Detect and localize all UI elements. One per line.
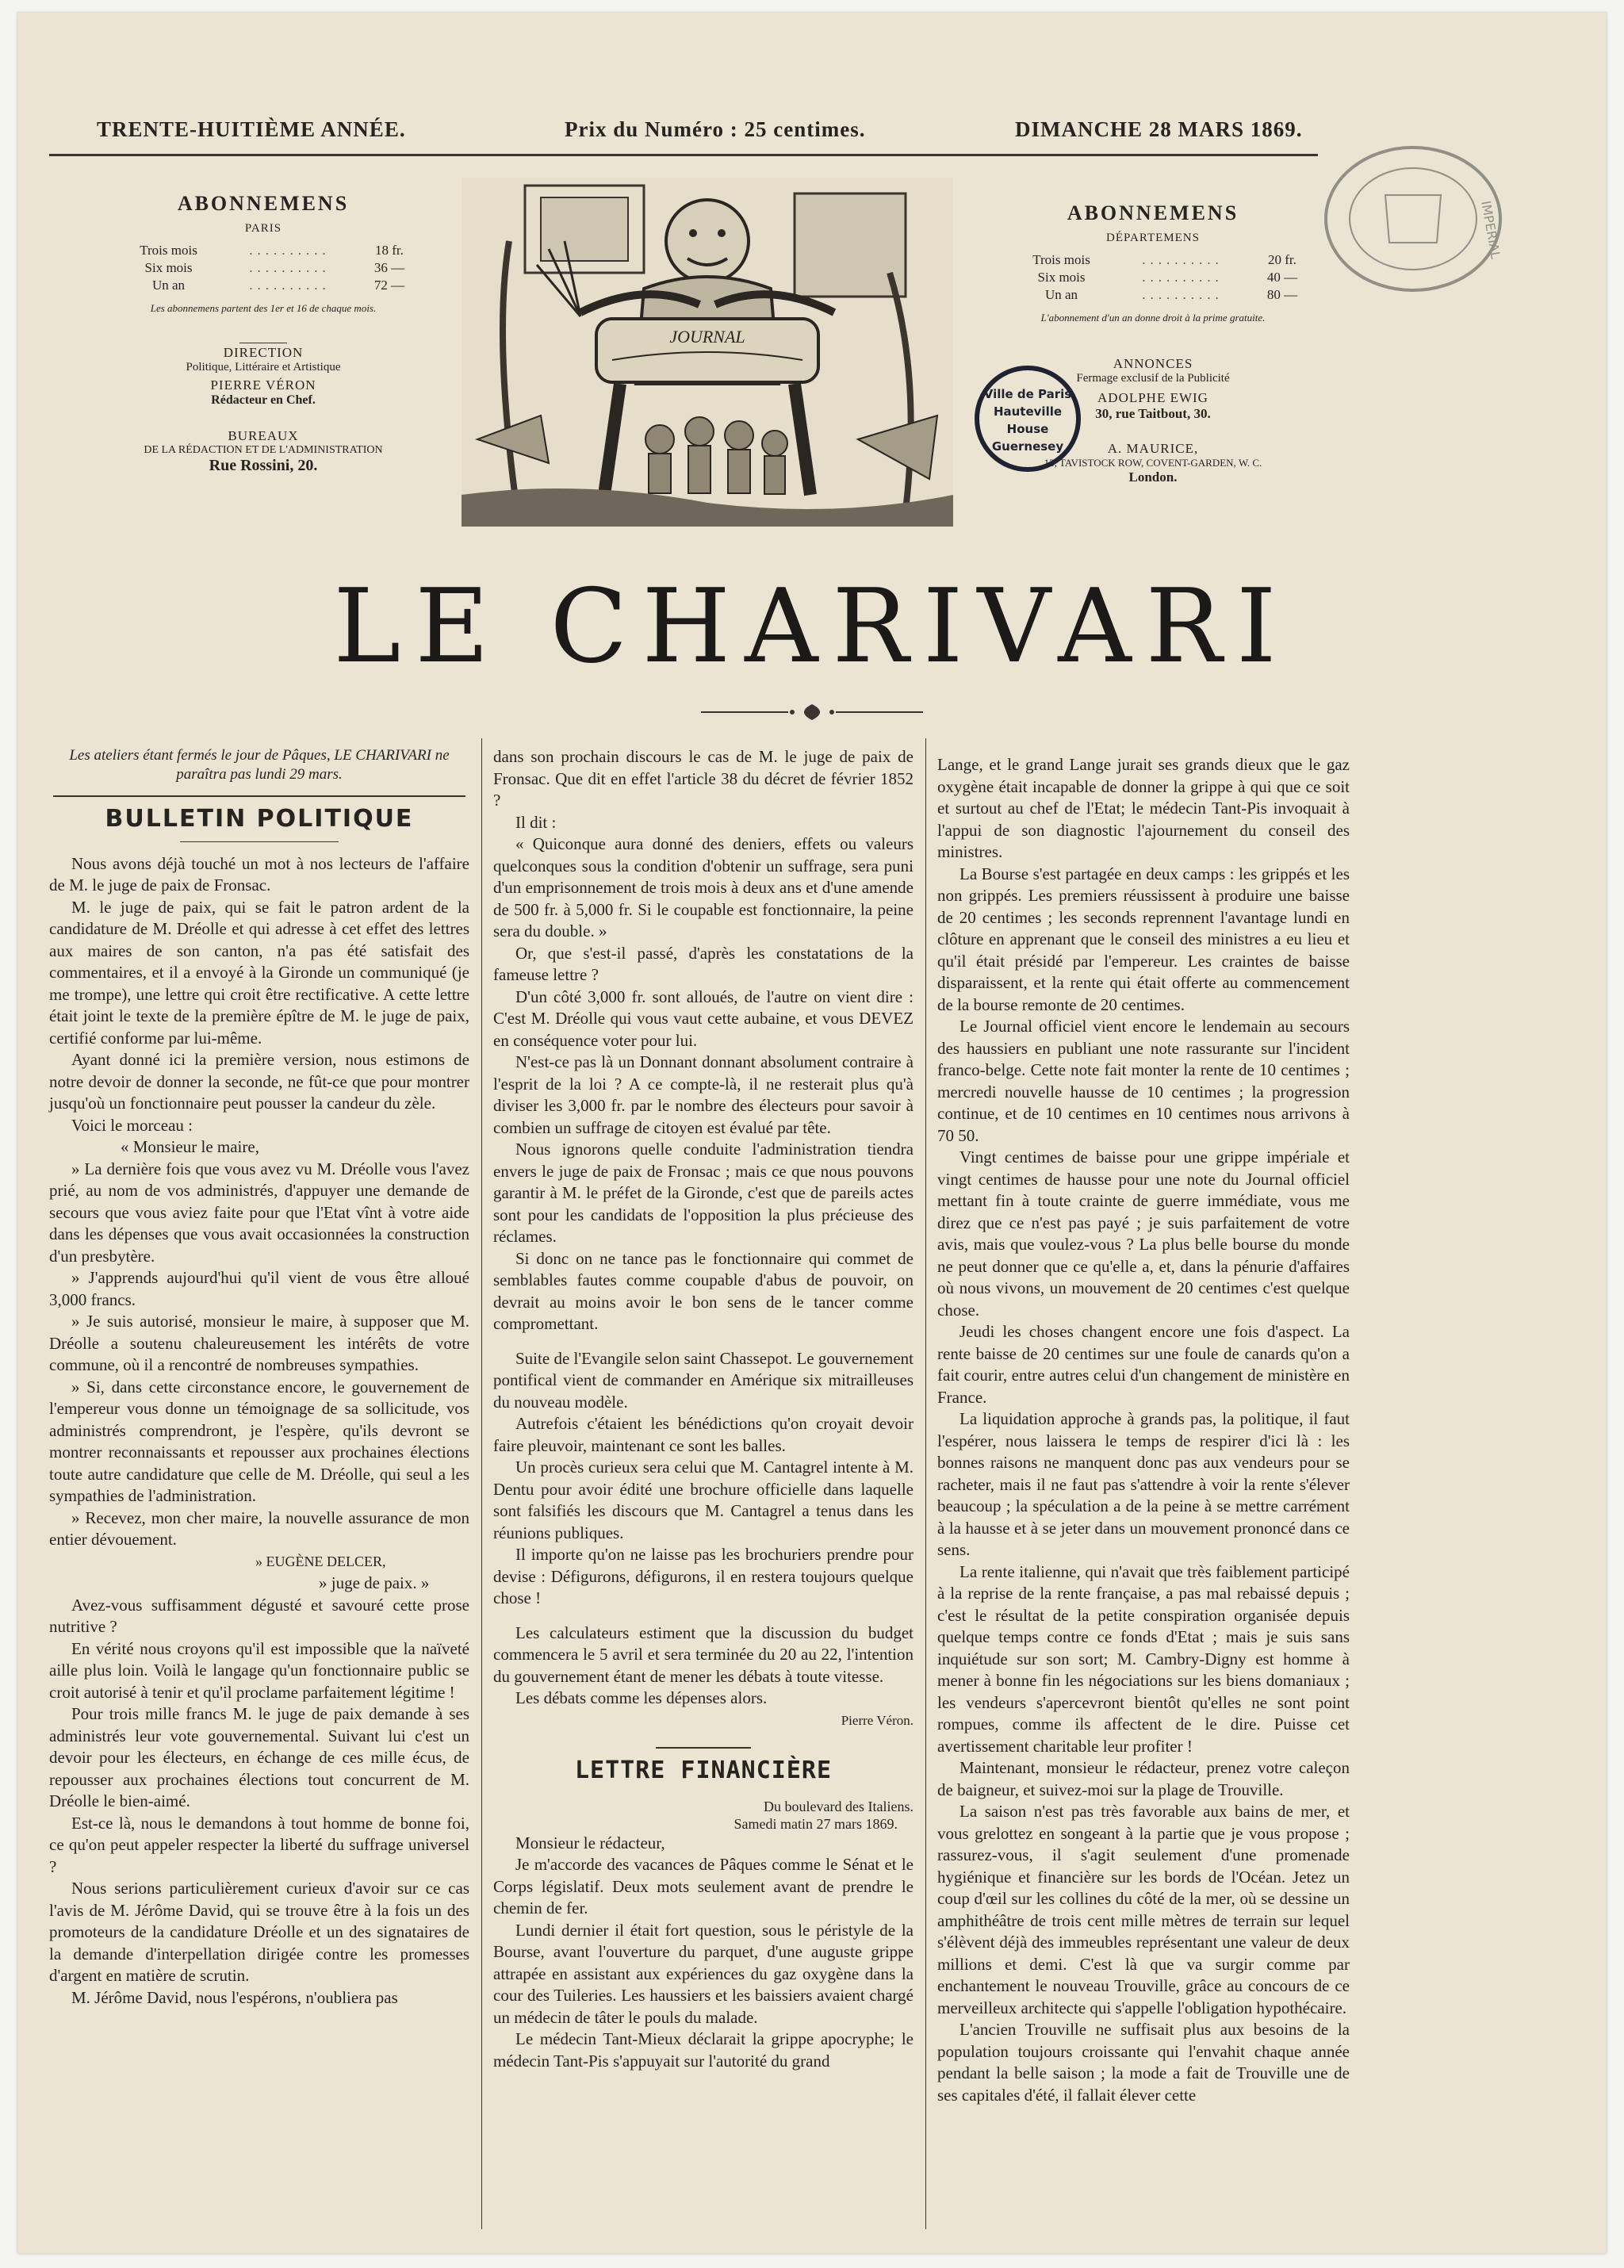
middle-paragraph: Il dit : xyxy=(515,812,557,832)
abon-dep-title: ABONNEMENS xyxy=(1067,201,1239,224)
middle-paragraph: Or, que s'est-il passé, d'après les constatations de la fameuse lettre ? xyxy=(493,943,914,984)
annonces-agent-london: A. MAURICE, xyxy=(1107,441,1199,456)
bulletin-paragraph: Voici le morceau : xyxy=(71,1115,193,1135)
bulletin-paragraph: » Je suis autorisé, monsieur le maire, à supposer que M. Dréolle a soutenu chaleureusement les intérêts de votre commune, où il a rencontré de nombreuses sympathies. xyxy=(49,1312,469,1374)
middle-paragraph: Autrefois c'étaient les bénédictions qu'on croyait devoir faire pleuvoir, maintenant ce sont les balles. xyxy=(493,1414,914,1455)
date-label: DIMANCHE 28 MARS 1869. xyxy=(1015,117,1303,141)
stamp-line: Hauteville xyxy=(993,404,1063,419)
lettre-paragraph: Monsieur le rédacteur, xyxy=(515,1833,665,1852)
bulletin-paragraph: Pour trois mille francs M. le juge de paix demande à ses administrés leur vote gouvernemental. Suivant lui c'est un devoir pour les électeurs, en échange de ces mille écus, de repousser aux prochaines élections tout concurrent de M. Dréolle le bien-aimé. xyxy=(49,1704,469,1810)
abon-paris-title: ABONNEMENS xyxy=(177,192,350,215)
column-middle xyxy=(493,746,914,2072)
bulletin-paragraph: » J'apprends aujourd'hui qu'il vient de vous être alloué 3,000 francs. xyxy=(49,1268,469,1309)
middle-paragraph: Nous ignorons quelle conduite l'administration tiendra envers le juge de paix de Fronsac ; mais ce que nous pouvons garantir à M. le préfet de la Gironde, c'est que de pareils actes sont pour les candidats de l'opposition la plus précieuse des réclames. xyxy=(493,1140,914,1246)
middle-paragraph: Les calculateurs estiment que la discussion du budget commencera le 5 avril et sera terminée du 20 au 22, l'intention du gouvernement étant de mener les débats à toute vitesse. xyxy=(493,1622,914,1686)
dateline-place: Du boulevard des Italiens. xyxy=(764,1798,914,1814)
holiday-notice: Les ateliers étant fermés le jour de Pâques, LE CHARIVARI ne paraîtra pas lundi 29 mars. xyxy=(69,747,450,783)
annonces-agent: ADOLPHE EWIG xyxy=(1097,390,1208,405)
lettre-paragraph: Le médecin Tant-Mieux déclarait la grippe apocryphe; le médecin Tant-Pis s'appuyait sur l'autorité du grand xyxy=(493,2029,914,2071)
abon-price: 80 — xyxy=(1266,287,1298,302)
bulletin-paragraph: Est-ce là, nous le demandons à tout homme de bonne foi, ce qu'on peut appeler respecter la liberté du suffrage universel ? xyxy=(49,1813,469,1876)
column-bulletin xyxy=(49,746,469,2009)
bulletin-paragraph: En vérité nous croyons qu'il est impossible que la naïveté aille plus loin. Voilà le langage qu'un fonctionnaire public se croit autorisé à tenir et qu'il proclame parfaitement légitime ! xyxy=(49,1638,469,1702)
abon-label: Six mois xyxy=(1037,270,1086,285)
bulletin-heading: BULLETIN POLITIQUE xyxy=(105,805,414,833)
direction-title: DIRECTION xyxy=(223,345,304,360)
letter-signature: » EUGÈNE DELCER, xyxy=(255,1553,386,1569)
abon-dep-note: L'abonnement d'un an donne droit à la prime gratuite. xyxy=(1040,312,1266,324)
finance-paragraph: L'ancien Trouville ne suffisait plus aux besoins de la population toujours croissante qui l'envahit chaque année pendant la belle saison ; la mode a fait de Trouville une de ses capitales d'été, il fallait élever cette xyxy=(937,2020,1350,2105)
finance-paragraph: La saison n'est pas très favorable aux bains de mer, et vous grelottez en songeant à la partie que je vous propose ; rassurez-vous, il s'agit seulement d'une promenade hygiénique et financière sur les bords de l'Océan. Jetez un coup d'œil sur les collines du côté de la mer, où se dessine un amphithéâtre de trois cent mille mètres de terrain sur lequel s'élèvent déjà des immeubles représentant une valeur de deux millions et demi. C'est là que va surgir comme par enchantement le nouveau Trouville, grâce au concours de ce merveilleux architecte qui s'appelle l'obligation hypothécaire. xyxy=(937,1802,1350,2017)
middle-paragraph: Si donc on ne tance pas le fonctionnaire qui commet de semblables fautes comme coupable d'abus de pouvoir, on devrait au moins avoir le bon sens de le tancer comme compromettant. xyxy=(493,1248,914,1333)
guernesey-stamp xyxy=(972,363,1083,474)
finance-paragraph: Lange, et le grand Lange jurait ses grands dieux que le gaz oxygène était incapable de donner la grippe à qui que ce soit et surtout au chef de l'Etat; le médecin Tant-Pis invoquait à l'appui de son diagnostic l'ajournement du conseil des ministres. xyxy=(937,755,1350,861)
abon-paris-table: Trois mois .......... 18 fr. Six mois .......... 36 — Un an .......... 72 — xyxy=(117,242,419,294)
bulletin-paragraph: » Si, dans cette circonstance encore, le gouvernement de l'empereur vous donne un témoignage de sa sollicitude, vos administrés comprendront, je l'espère, qu'ils devront se montrer reconnaissants et repousser aux prochaines élections toute autre candidature que celle de M. Dréolle, qui seul a les sympathies de l'administration. xyxy=(49,1377,469,1505)
abon-label: Trois mois xyxy=(1032,252,1090,267)
abon-dep-subtitle: DÉPARTEMENS xyxy=(1106,232,1200,244)
tax-postmark xyxy=(1318,140,1508,298)
middle-paragraph: « Quiconque aura donné des deniers, effets ou valeurs quelconques sous la condition d'obtenir un suffrage, sera puni d'un emprisonnement de trois mois à deux ans et d'une amende de 500 fr. à 5,000 fr. Si le coupable est fonctionnaire, la peine sera du double. » xyxy=(493,834,914,941)
middle-paragraph: Suite de l'Evangile selon saint Chassepot. Le gouvernement pontifical vient de commander en Amérique six mitrailleuses du nouveau modèle. xyxy=(493,1348,914,1412)
bulletin-paragraph: Nous avons déjà touché un mot à nos lecteurs de l'affaire de M. le juge de paix de Fronsac. xyxy=(49,853,469,895)
lettre-paragraph: Lundi dernier il était fort question, sous le péristyle de la Bourse, avant l'ouverture du parquet, d'une auguste grippe attrapée en assistant aux expériences du gaz oxygène dans la cour des Tuileries. Les haussiers et les baissiers avaient chargé un médecin de tâter le pouls du malade. xyxy=(493,1920,914,2027)
finance-paragraph: Le Journal officiel vient encore le lendemain au secours des haussiers en publiant une note rassurante sur l'incident franco-belge. Cette note fait monter la rente de 10 centimes ; mercredi nouvelle hausse de 10 centimes ; la progression continue, et de 10 centimes en 10 centimes nous arrivons à 70 50. xyxy=(937,1017,1350,1145)
journal-illustration xyxy=(462,178,953,527)
bulletin-paragraph: Nous serions particulièrement curieux d'avoir sur ce cas l'avis de M. Jérôme David, qui se trouve être à la fois un des promoteurs de la candidature Dréolle et un des signataires de la demande d'interpellation dirigée contre les promesses d'argent en matière de scrutin. xyxy=(49,1879,469,1985)
annonces-line: Fermage exclusif de la Publicité xyxy=(1076,372,1230,385)
newspaper-page xyxy=(17,13,1607,2254)
abon-price: 40 — xyxy=(1266,270,1298,285)
abon-price: 72 — xyxy=(373,278,405,293)
lettre-financiere-heading: LETTRE FINANCIÈRE xyxy=(574,1757,833,1784)
annonces-title: ANNONCES xyxy=(1113,356,1193,371)
middle-paragraph: N'est-ce pas là un Donnant donnant absolument contraire à l'esprit de la loi ? A ce compte-là, il ne resterait plus qu'à diviser les 3,000 fr. par le nombre des électeurs pour savoir à combien un suffrage de citoyen est évalué par tête. xyxy=(493,1052,914,1137)
finance-paragraph: Maintenant, monsieur le rédacteur, prenez votre caleçon de baigneur, et suivez-moi sur la plage de Trouville. xyxy=(937,1758,1350,1799)
annonces-address: 30, rue Taitbout, 30. xyxy=(1095,406,1211,421)
abon-price: 18 fr. xyxy=(375,243,404,258)
finance-paragraph: Vingt centimes de baisse pour une grippe impériale et vingt centimes de hausse pour une note du Journal officiel mettant fin à toute crainte de guerre immédiate, vous me direz que ce n'est pas payé ; je suis parfaitement de votre avis, mais que voulez-vous ? La plus belle bourse du monde ne peut donner que ce qu'elle a, et, dans la pénurie d'affaires où nous vivons, un mouvement de 20 centimes c'est quelque chose. xyxy=(937,1147,1350,1320)
direction-line: Politique, Littéraire et Artistique xyxy=(186,361,341,374)
masthead-ornament xyxy=(693,701,931,723)
stamp-line: Ville de Paris xyxy=(983,387,1072,401)
bulletin-paragraph: » La dernière fois que vous avez vu M. Dréolle vous l'avez prié, au nom de vos administrés, d'appuyer une demande de secours que vous aviez faite pour que l'Etat vînt à votre aide dans les dépenses que vous avait occasionnées la construction d'un presbytère. xyxy=(49,1159,469,1266)
column-rule xyxy=(481,738,482,2229)
bureaux-address: Rue Rossini, 20. xyxy=(209,457,318,474)
annonces-city: London. xyxy=(1128,469,1178,485)
bulletin-paragraph: M. Jérôme David, nous l'espérons, n'oubliera pas xyxy=(71,1987,398,2007)
stamp-line: House xyxy=(1006,422,1049,436)
bureaux-line: DE LA RÉDACTION ET DE L'ADMINISTRATION xyxy=(144,444,383,456)
article-signature: Pierre Véron. xyxy=(841,1712,914,1728)
finance-paragraph: La liquidation approche à grands pas, la politique, il faut l'espérer, nous laissera le temps de respirer d'ici là : les bonnes raisons ne manquent donc pas aux vendeurs pour se racheter, mais il ne faut pas s'attendre à voir la rente s'élever beaucoup ; la spéculation a de la peine à se mettre carrément à la hausse et à se jeter dans un mouvement prononcé dans ce sens. xyxy=(937,1409,1350,1559)
masthead-title: LE CHARIVARI xyxy=(333,568,1291,686)
lettre-paragraph: Je m'accorde des vacances de Pâques comme le Sénat et le Corps législatif. Deux mots seulement avant de prendre le chemin de fer. xyxy=(493,1855,914,1917)
year-label: TRENTE-HUITIÈME ANNÉE. xyxy=(97,117,406,141)
bulletin-paragraph: Ayant donné ici la première version, nous estimons de notre devoir de donner la seconde, ne fût-ce que pour montrer jusqu'où un fonctionnaire peut pousser la candeur du zèle. xyxy=(49,1050,469,1113)
editor-role: Rédacteur en Chef. xyxy=(211,393,316,407)
bureaux-title: BUREAUX xyxy=(228,428,299,443)
bulletin-paragraph: » Recevez, mon cher maire, la nouvelle assurance de mon entier dévouement. xyxy=(49,1508,469,1549)
bulletin-paragraph: Avez-vous suffisamment dégusté et savouré cette prose nutritive ? xyxy=(49,1595,469,1636)
abon-label: Trois mois xyxy=(140,243,197,258)
abon-label: Un an xyxy=(1044,287,1078,302)
postmark-label: IMPERIAL xyxy=(1478,199,1503,260)
finance-paragraph: Jeudi les choses changent encore une fois d'aspect. La rente baisse de 20 centimes sur une foule de canards qu'on a fait courir, entre autres celui d'un changement de ministère en France. xyxy=(937,1322,1350,1407)
abon-dep-table: Trois mois .......... 20 fr. Six mois .......... 40 — Un an .......... 80 — xyxy=(1010,251,1312,304)
annonces-address-london: 13, TAVISTOCK ROW, COVENT-GARDEN, W. C. xyxy=(1044,457,1262,469)
abon-price: 36 — xyxy=(373,260,405,275)
finance-paragraph: La rente italienne, qui n'avait que très faiblement participé à la reprise de la rente française, a pas mal rebaissé depuis ; c'est le résultat de la petite conspiration organisée depuis quelque temps contre ce fonds d'Etat ; mais je suis sans inquiétude sur son sort; M. Cambry-Digny est homme à mener à bonne fin les négociations sur les biens domaniaux ; les vendeurs s'apercevront bientôt qu'elles ne sont point rompues, comme ils affectent de le dire. Puisse cet avertissement charitable leur profiter ! xyxy=(937,1561,1350,1756)
column-lettre-financiere xyxy=(937,754,1350,2106)
middle-paragraph: Un procès curieux sera celui que M. Cantagrel intente à M. Dentu pour avoir édité une brochure officielle dans laquelle sont falsifiés les discours que M. Cantagrel a tenus dans les réunions publiques. xyxy=(493,1458,914,1542)
bulletin-paragraph: « Monsieur le maire, xyxy=(121,1137,259,1156)
abon-paris-subtitle: PARIS xyxy=(244,222,282,235)
stamp-line: Guernesey xyxy=(991,439,1064,454)
abonnements-paris xyxy=(89,192,438,475)
journal-banner-label: JOURNAL xyxy=(669,327,745,347)
abon-label: Six mois xyxy=(144,260,193,275)
column-rule xyxy=(925,738,926,2229)
abon-price: 20 fr. xyxy=(1268,252,1297,267)
abon-paris-note: Les abonnemens partent des 1er et 16 de chaque mois. xyxy=(150,302,377,314)
dateline-date: Samedi matin 27 mars 1869. xyxy=(733,1815,898,1832)
top-rule xyxy=(49,154,1318,156)
abon-label: Un an xyxy=(151,278,186,293)
finance-paragraph: La Bourse s'est partagée en deux camps : les grippés et les non grippés. Les premiers réussissent à produire une baisse de 20 centimes ; les seconds reprennent l'avantage lundi en clôture en apprenant que le conseil des ministres a eu lieu et qu'il était présidé par l'empereur. Les craintes de baisse disparaissent, et la rente qui était offerte au commencement de la bourse remonte de 20 centimes. xyxy=(937,864,1350,1014)
bulletin-paragraph: M. le juge de paix, qui se fait le patron ardent de la candidature de M. Dréolle et qui adresse à cet effet des lettres aux maires de son canton, n'a pas été satisfait des commentaires, et il a envoyé à la Gironde un communiqué (je me trompe), une lettre qui croit être rectificative. A cette lettre était joint le texte de la première épître de M. le juge de paix, certifié conforme par lui-même. xyxy=(49,897,469,1048)
letter-signature-title: » juge de paix. » xyxy=(319,1573,430,1592)
middle-paragraph: dans son prochain discours le cas de M. le juge de paix de Fronsac. Que dit en effet l'article 38 du décret de février 1852 ? xyxy=(493,747,914,810)
price-label: Prix du Numéro : 25 centimes. xyxy=(565,117,866,141)
middle-paragraph: D'un côté 3,000 fr. sont alloués, de l'autre on vient dire : C'est M. Dréolle qui vous vaut cette aubaine, et vous DEVEZ en conséquence voter pour lui. xyxy=(493,987,914,1050)
middle-paragraph: Il importe qu'on ne laisse pas les brochuriers prendre pour devise : Défigurons, défigurons, il en restera toujours quelque chose ! xyxy=(493,1545,914,1607)
editor-name: PIERRE VÉRON xyxy=(210,377,316,393)
middle-paragraph: Les débats comme les dépenses alors. xyxy=(515,1688,768,1707)
